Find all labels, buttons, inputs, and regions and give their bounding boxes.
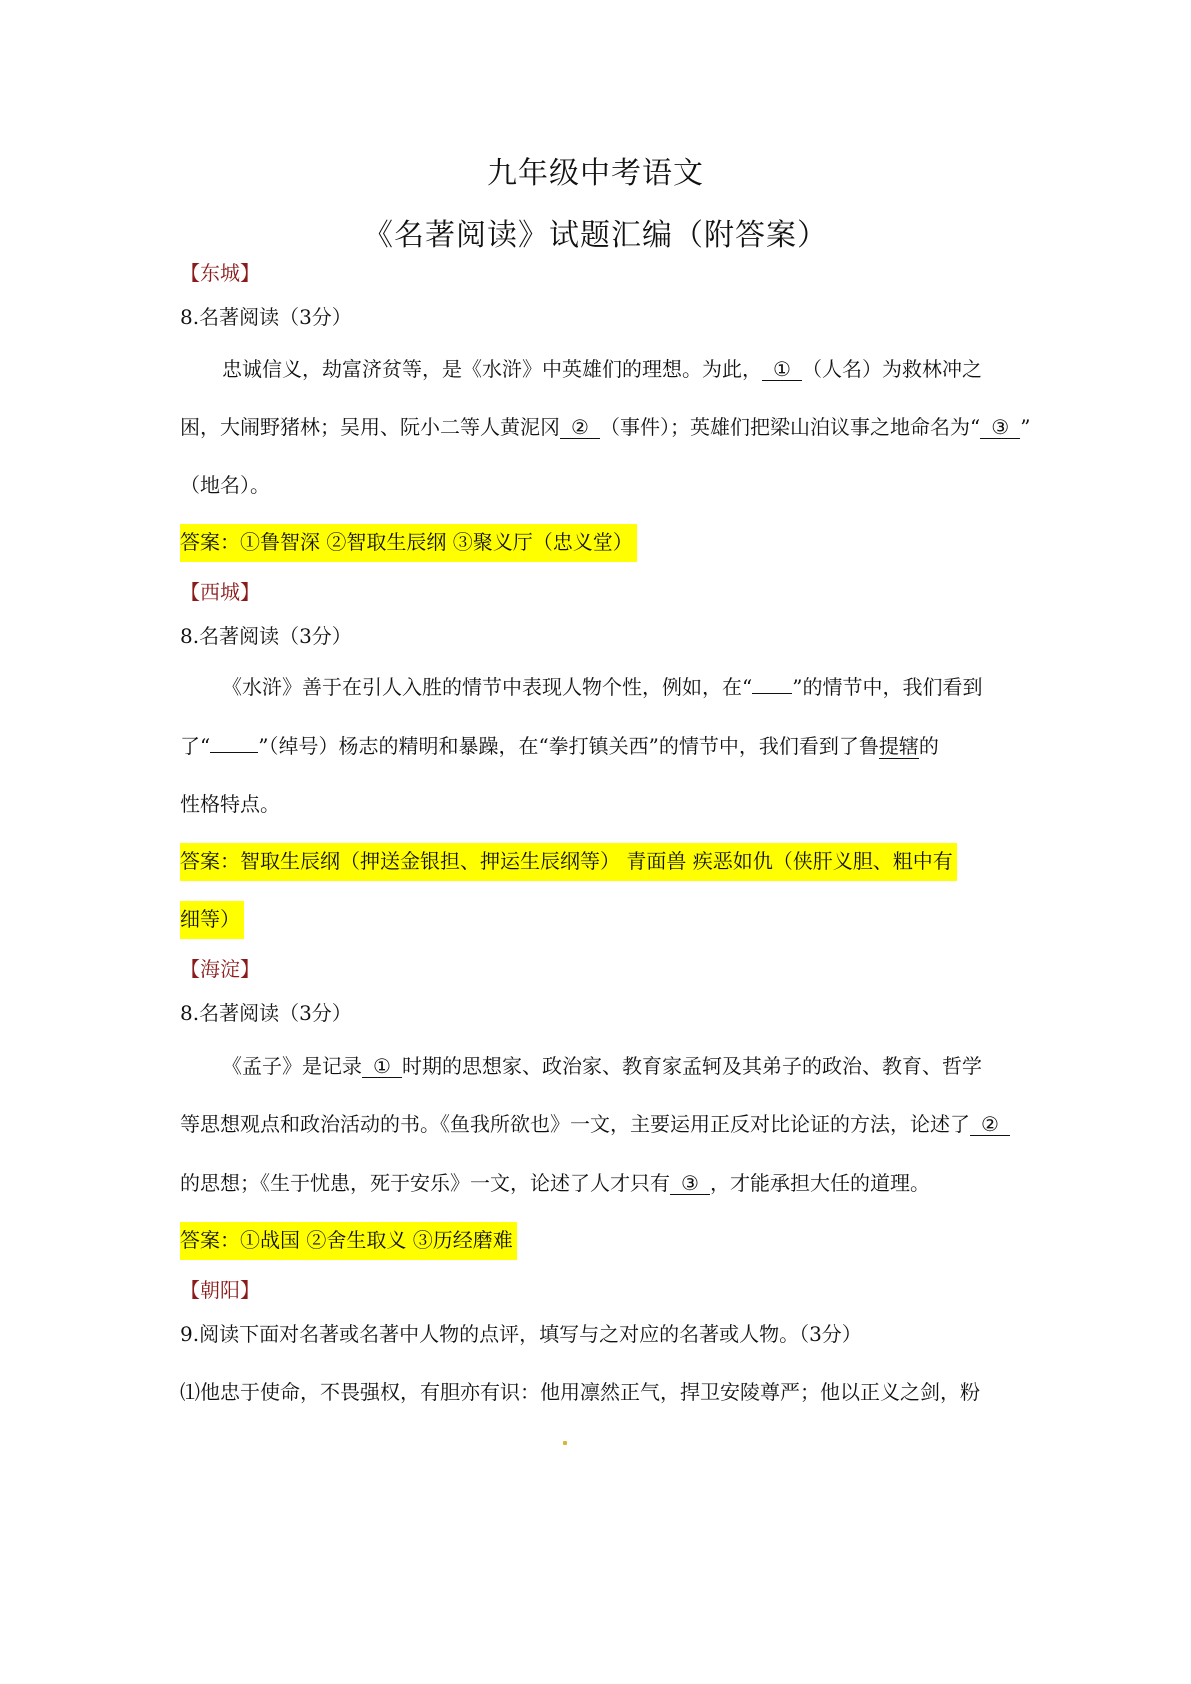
question-text-line: 忠诚信义，劫富济贫等，是《水浒》中英雄们的理想。为此， ① （人名）为救林冲之 bbox=[222, 357, 982, 381]
question-text-line: 等思想观点和政治活动的书。《鱼我所欲也》一文，主要运用正反对比论证的方法，论述了 ② bbox=[180, 1113, 1010, 1136]
answer-blank: ② bbox=[970, 1113, 1010, 1136]
underlined-text: 提辖 bbox=[878, 734, 919, 758]
answer-blank: ① bbox=[762, 358, 802, 381]
stray-mark bbox=[563, 1441, 567, 1445]
document-title: 九年级中考语文 bbox=[487, 156, 704, 191]
question-text-line: 的思想；《生于忧患，死于安乐》一文，论述了人才只有 ③ ，才能承担大任的道理。 bbox=[180, 1171, 930, 1195]
answer-blank: ① bbox=[362, 1055, 402, 1078]
question-text-line: ⑴他忠于使命，不畏强权，有胆亦有识：他用凛然正气，捍卫安陵尊严；他以正义之剑，粉 bbox=[180, 1380, 980, 1404]
question-head-dongcheng: 8.名著阅读（3分） bbox=[180, 305, 352, 329]
answer-blank: ② bbox=[560, 416, 600, 439]
question-text-line: 《水浒》善于在引人入胜的情节中表现人物个性，例如，在“ ”的情节中，我们看到 bbox=[222, 675, 983, 699]
region-label-xicheng: 【西城】 bbox=[180, 580, 260, 604]
answer-highlight: 细等） bbox=[180, 901, 244, 939]
answer-highlight: 答案：智取生辰纲（押送金银担、押运生辰纲等） 青面兽 疾恶如仇（侠肝义胆、粗中有 bbox=[180, 843, 957, 881]
region-label-haidian: 【海淀】 bbox=[180, 957, 260, 981]
question-head-xicheng: 8.名著阅读（3分） bbox=[180, 624, 352, 648]
answer-line-xicheng-cont bbox=[180, 909, 244, 929]
answer-line-xicheng bbox=[180, 851, 957, 871]
answer-line-haidian bbox=[180, 1230, 517, 1250]
question-head-haidian: 8.名著阅读（3分） bbox=[180, 1001, 352, 1025]
question-head-chaoyang: 9.阅读下面对名著或名著中人物的点评，填写与之对应的名著或人物。（3分） bbox=[180, 1322, 862, 1346]
answer-blank: ③ bbox=[980, 416, 1020, 439]
question-text-line: 性格特点。 bbox=[180, 792, 280, 816]
question-text-line: 困，大闹野猪林；吴用、阮小二等人黄泥冈 ② （事件）；英雄们把梁山泊议事之地命名为“ ③ ” bbox=[180, 415, 1031, 439]
answer-blank bbox=[752, 693, 792, 694]
question-text-line: （地名）。 bbox=[180, 473, 270, 497]
answer-highlight: 答案：①战国 ②舍生取义 ③历经磨难 bbox=[180, 1222, 517, 1260]
answer-blank: ③ bbox=[670, 1172, 710, 1195]
answer-highlight: 答案：①鲁智深 ②智取生辰纲 ③聚义厅（忠义堂） bbox=[180, 524, 637, 562]
region-label-chaoyang: 【朝阳】 bbox=[180, 1278, 260, 1302]
answer-blank bbox=[210, 752, 258, 753]
question-text-line: 《孟子》是记录 ① 时期的思想家、政治家、教育家孟轲及其弟子的政治、教育、哲学 bbox=[222, 1054, 982, 1078]
question-text-line: 了“ ”（绰号）杨志的精明和暴躁，在“拳打镇关西”的情节中，我们看到了鲁提辖的 bbox=[180, 734, 939, 758]
document-subtitle: 《名著阅读》试题汇编（附答案） bbox=[363, 218, 828, 253]
answer-line-dongcheng bbox=[180, 532, 637, 552]
region-label-dongcheng: 【东城】 bbox=[180, 261, 260, 285]
